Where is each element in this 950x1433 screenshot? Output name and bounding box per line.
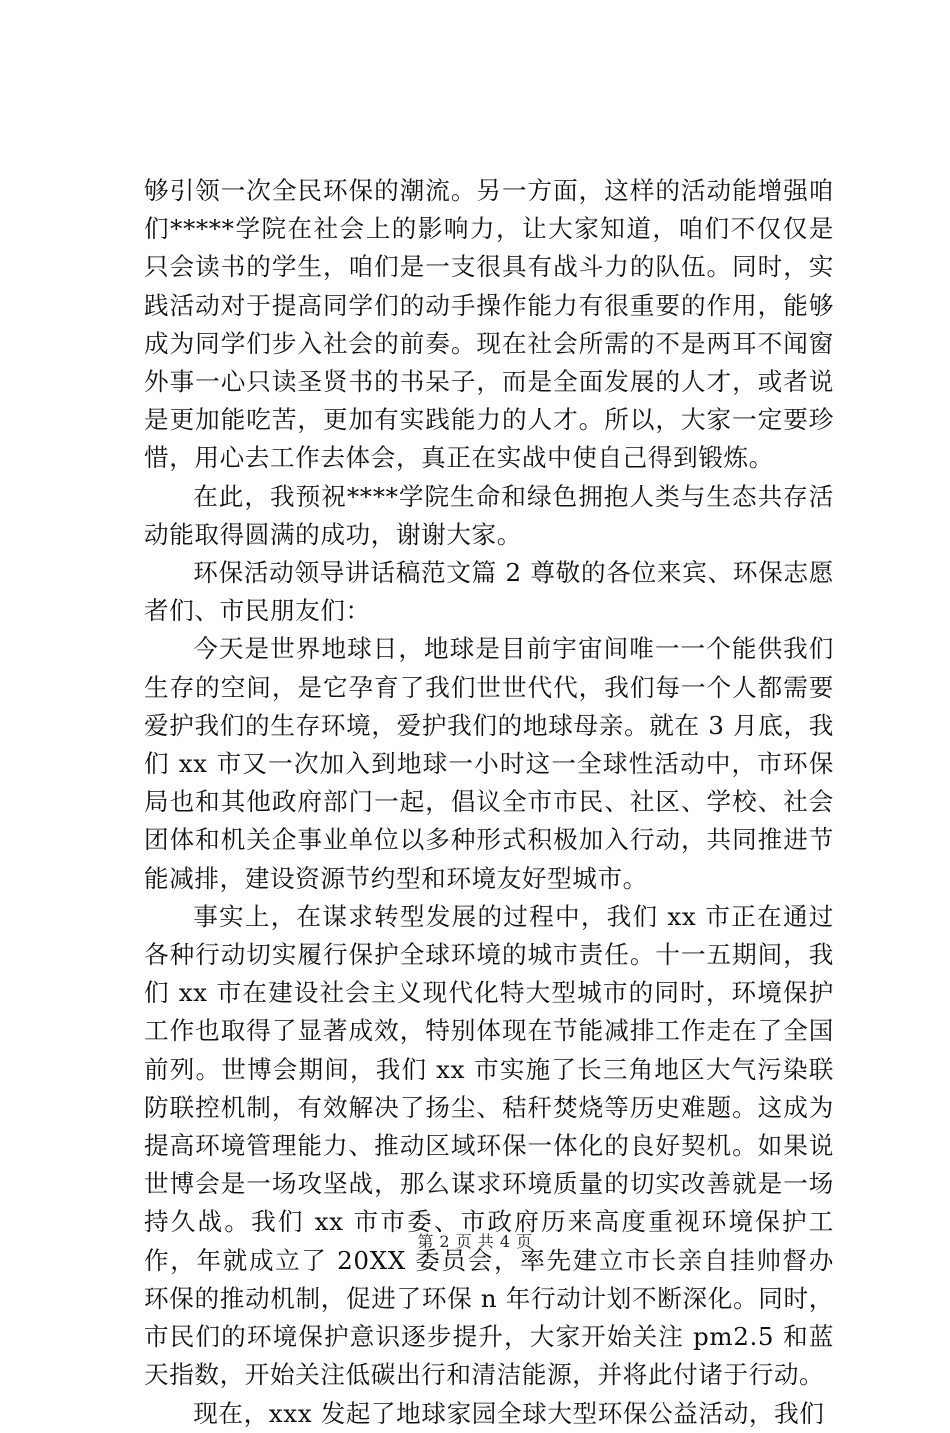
- paragraph-continuation: 够引领一次全民环保的潮流。另一方面，这样的活动能增强咱们*****学院在社会上的影响力，让大家知道，咱们不仅仅是只会读书的学生，咱们是一支很具有战斗力的队伍。同时，实践活动对于提高同学们的动手操作能力有很重要的作用，能够成为同学们步入社会的前奏。现在社会所需的不是两耳不闻窗外事一心只读圣贤书的书呆子，而是全面发展的人才，或者说是更加能吃苦，更加有实践能力的人才。所以，大家一定要珍惜，用心去工作去体会，真正在实战中使自己得到锻炼。: [144, 176, 834, 473]
- paragraph-current-activity: 现在，xxx 发起了地球家园全球大型环保公益活动，我们: [193, 1398, 825, 1428]
- paragraph-speech-heading: 环保活动领导讲话稿范文篇 2 尊敬的各位来宾、环保志愿者们、市民朋友们：: [144, 558, 834, 626]
- paragraph-city-efforts: 事实上，在谋求转型发展的过程中，我们 xx 市正在通过各种行动切实履行保护全球环境的城市责任。十一五期间，我们 xx 市在建设社会主义现代化特大型城市的同时，环境保护工作也取得了显著成效，特别体现在节能减排工作走在了全国前列。世博会期间，我们 xx 市实施了长三角地区大气污染联防联控机制，有效解决了扬尘、秸秆焚烧等历史难题。这成为提高环境管理能力、推动区域环保一体化的良好契机。如果说世博会是一场攻坚战，那么谋求环境质量的切实改善就是一场持久战。我们 xx 市市委、市政府历来高度重视环境保护工作，年就成立了 20XX 委员会，率先建立市长亲自挂帅督办环保的推动机制，促进了环保 n 年行动计划不断深化。同时，市民们的环境保护意识逐步提升，大家开始关注 pm2.5 和蓝天指数，开始关注低碳出行和清洁能源，并将此付诸于行动。: [144, 901, 834, 1390]
- page-number-footer: 第 2 页 共 4 页: [417, 1232, 533, 1251]
- paragraph-earth-day: 今天是世界地球日，地球是目前宇宙间唯一一个能供我们生存的空间，是它孕育了我们世世代代，我们每一个人都需要爱护我们的生存环境，爱护我们的地球母亲。就在 3 月底，我们 xx 市又一次加入到地球一小时这一全球性活动中，市环保局也和其他政府部门一起，倡议全市市民、社区、学校、社会团体和机关企事业单位以多种形式积极加入行动，共同推进节能减排，建设资源节约型和环境友好型城市。: [144, 634, 834, 893]
- paragraph-closing-wishes: 在此，我预祝****学院生命和绿色拥抱人类与生态共存活动能取得圆满的成功，谢谢大家。: [144, 481, 834, 549]
